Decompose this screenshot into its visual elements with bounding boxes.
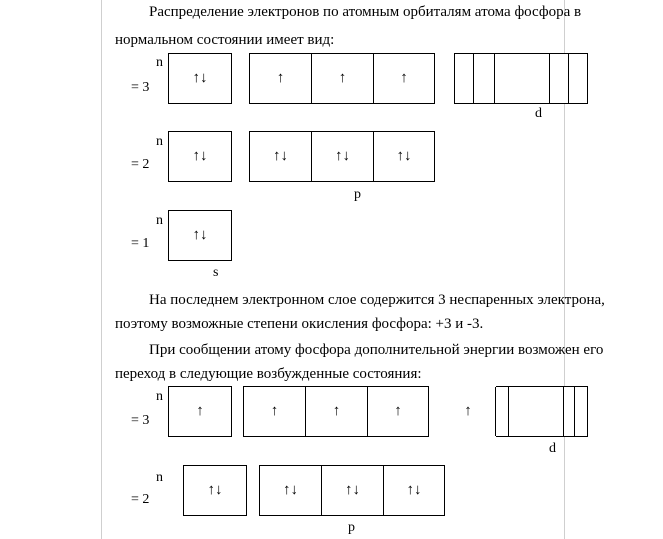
paragraph-1-line-2: нормальном состоянии имеет вид:	[115, 32, 335, 48]
paragraph-1-line-1: Распределение электронов по атомным орбиталям атома фосфора в	[149, 4, 582, 20]
excited-d-label: d	[549, 441, 556, 456]
excited-n2-p-cell-3: ↑↓	[383, 465, 445, 516]
ground-n2-p-orbitals	[249, 131, 434, 182]
paragraph-2-line-2: поэтому возможные степени окисления фосфора: +3 и -3.	[115, 316, 484, 332]
ground-n1-s-orbital: ↑↓	[168, 210, 232, 261]
ground-d-label: d	[535, 106, 542, 121]
paragraph-2-line-1: На последнем электронном слое содержится 3 неспаренных электрона,	[149, 292, 605, 308]
excited-n3-p-cell-3: ↑	[367, 386, 429, 437]
ground-n2-p-cell-3: ↑↓	[373, 131, 435, 182]
ground-n3-eq-label: = 3	[131, 80, 150, 95]
excited-n3-p-cell-2: ↑	[305, 386, 368, 437]
excited-n2-eq-label: = 2	[131, 492, 150, 507]
ground-n3-p-cell-1: ↑	[249, 53, 312, 104]
ground-n2-p-cell-2: ↑↓	[311, 131, 374, 182]
ground-p-label: p	[354, 187, 361, 202]
ground-n1-eq-label: = 1	[131, 236, 150, 251]
ground-n3-s-orbital: ↑↓	[168, 53, 232, 104]
excited-n2-s-orbital: ↑↓	[183, 465, 247, 516]
excited-n3-eq-label: = 3	[131, 413, 150, 428]
excited-n3-p-orbitals	[243, 386, 428, 437]
ground-n2-eq-label: = 2	[131, 157, 150, 172]
ground-n3-p-cell-2: ↑	[311, 53, 374, 104]
ground-n3-n-label: n	[156, 55, 163, 70]
ground-n2-p-cell-1: ↑↓	[249, 131, 312, 182]
excited-n2-p-cell-2: ↑↓	[321, 465, 384, 516]
ground-n2-s-orbital: ↑↓	[168, 131, 232, 182]
ground-n2-n-label: n	[156, 134, 163, 149]
excited-n2-p-cell-1: ↑↓	[259, 465, 322, 516]
excited-p-label: p	[348, 520, 355, 535]
ground-s-label: s	[213, 265, 219, 280]
ground-n1-n-label: n	[156, 213, 163, 228]
paragraph-3-line-2: переход в следующие возбужденные состояния:	[115, 366, 422, 382]
excited-n3-d-orbitals	[440, 386, 588, 437]
excited-n2-n-label: n	[156, 470, 163, 485]
excited-n3-s-orbital: ↑	[168, 386, 232, 437]
excited-n3-d-cell-1: ↑	[440, 386, 496, 437]
paragraph-3-line-1: При сообщении атому фосфора дополнительной энергии возможен его	[149, 342, 604, 358]
excited-n3-n-label: n	[156, 389, 163, 404]
excited-n3-p-cell-1: ↑	[243, 386, 306, 437]
ground-n3-p-cell-3: ↑	[373, 53, 435, 104]
ground-n3-d-orbitals	[454, 53, 588, 104]
excited-n2-p-orbitals	[259, 465, 444, 516]
ground-n3-p-orbitals	[249, 53, 434, 104]
